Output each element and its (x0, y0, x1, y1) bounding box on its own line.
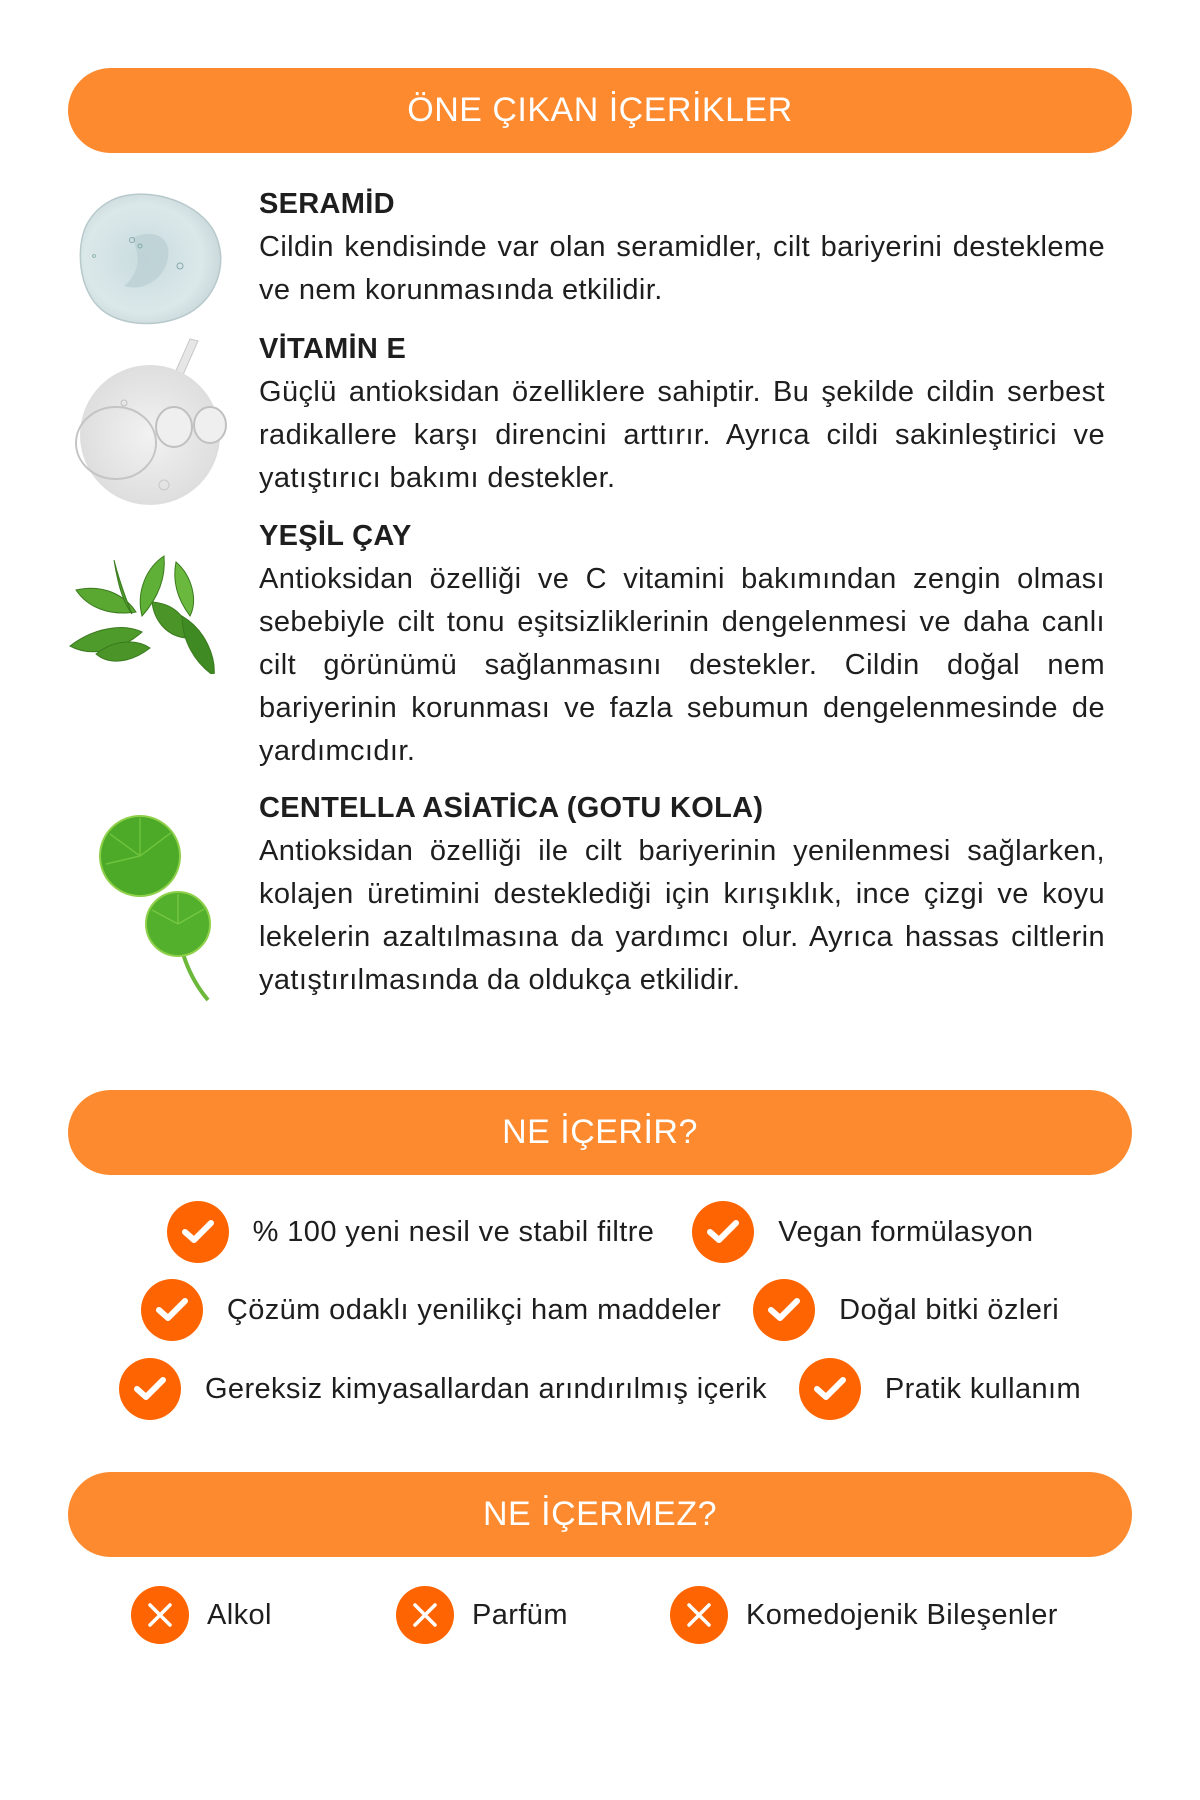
gel-swatch-image (72, 188, 232, 328)
check-icon (167, 1201, 229, 1263)
x-icon (670, 1586, 728, 1644)
green-tea-leaves-image (66, 554, 226, 674)
contains-item-label: Pratik kullanım (884, 1372, 1082, 1405)
ingredient-text (259, 518, 1105, 773)
x-icon (131, 1586, 189, 1644)
ingredient-title: CENTELLA ASİATİCA (GOTU KOLA) (259, 792, 764, 824)
excludes-row (0, 1586, 1200, 1646)
ingredient-text (259, 186, 1105, 312)
centella-leaves-image (96, 804, 256, 1004)
ingredient-description: Güçlü antioksidan özelliklere sahiptir. Bu şekilde cildin serbest radikallere karşı direncini arttırır. Ayrıca cildi sakinleştirici ve yatıştırıcı bakımı destekler. (259, 376, 1105, 494)
contains-row (0, 1358, 1200, 1420)
excludes-title: NE İÇERMEZ? (482, 1495, 718, 1533)
contains-item-label: Gereksiz kimyasallardan arındırılmış içerik (204, 1372, 767, 1405)
excludes-item-label: Alkol (207, 1598, 272, 1631)
excludes-item-label: Parfüm (472, 1598, 568, 1631)
ingredient-title: VİTAMİN E (259, 333, 407, 365)
contains-item (799, 1358, 1081, 1420)
excludes-banner (68, 1472, 1132, 1557)
excludes-item (396, 1586, 568, 1644)
ingredient-title: SERAMİD (259, 188, 395, 220)
contains-row (0, 1279, 1200, 1341)
serum-drops-image (72, 337, 232, 507)
featured-ingredients-banner (68, 68, 1132, 153)
ingredient-description: Antioksidan özelliği ile cilt bariyerinin yenilenmesi sağlarken, kolajen üretimini desteklediği için kırışıklık, ince çizgi ve koyu lekelerin azaltılmasına da yardımcı olur. Ayrıca hassas ciltlerin yatıştırılmasında da oldukça etkilidir. (259, 835, 1105, 996)
ingredient-title: YEŞİL ÇAY (259, 520, 412, 552)
check-icon (141, 1279, 203, 1341)
check-icon (799, 1358, 861, 1420)
contains-item (167, 1201, 655, 1263)
check-icon (119, 1358, 181, 1420)
contains-item (141, 1279, 721, 1341)
check-icon (692, 1201, 754, 1263)
contains-item-label: Vegan formülasyon (778, 1215, 1034, 1248)
ingredient-text (259, 331, 1105, 500)
excludes-item-label: Komedojenik Bileşenler (746, 1598, 1058, 1631)
contains-item (119, 1358, 767, 1420)
contains-item-label: % 100 yeni nesil ve stabil filtre (252, 1215, 655, 1248)
contains-row (0, 1201, 1200, 1263)
ingredient-description: Antioksidan özelliği ve C vitamini bakımından zengin olması sebebiyle cilt tonu eşitsizliklerinin dengelenmesi ve daha canlı cilt görünümü sağlanmasını destekler. Cildin doğal nem bariyerinin korunması ve fazla sebumun dengelenmesinde de yardımcıdır. (259, 563, 1105, 767)
contains-title: NE İÇERİR? (502, 1113, 698, 1151)
contains-item-label: Çözüm odaklı yenilikçi ham maddeler (226, 1293, 722, 1326)
contains-item (692, 1201, 1033, 1263)
excludes-item (131, 1586, 272, 1644)
featured-ingredients-title: ÖNE ÇIKAN İÇERİKLER (407, 91, 793, 129)
check-icon (753, 1279, 815, 1341)
x-icon (396, 1586, 454, 1644)
contains-item-label: Doğal bitki özleri (839, 1293, 1060, 1326)
contains-item (753, 1279, 1059, 1341)
ingredient-text (259, 790, 1105, 1002)
excludes-item (670, 1586, 1058, 1644)
contains-banner (68, 1090, 1132, 1175)
ingredient-description: Cildin kendisinde var olan seramidler, cilt bariyerini destekleme ve nem korunmasında etkilidir. (259, 231, 1105, 306)
